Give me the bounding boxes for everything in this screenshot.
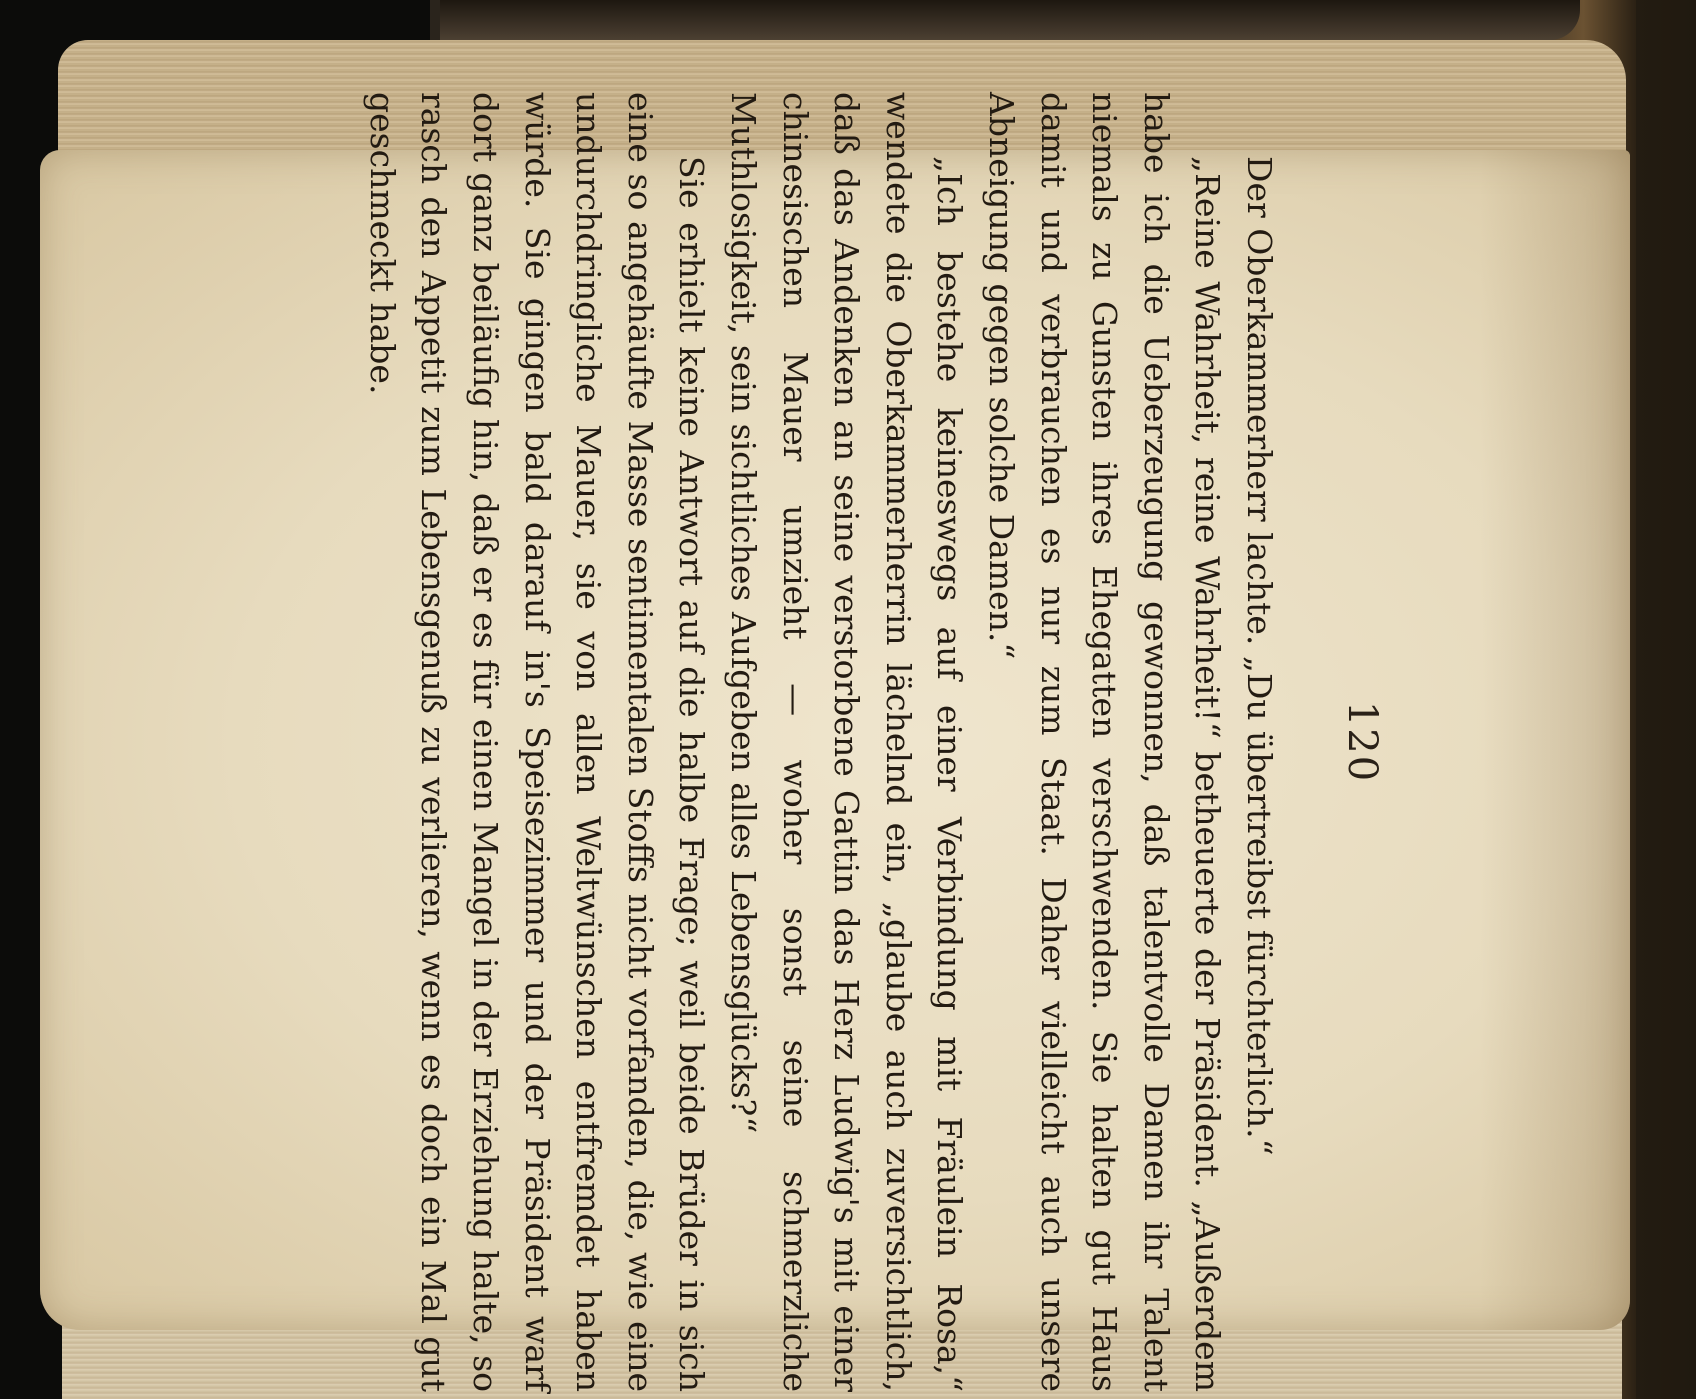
page-body: [356, 92, 1285, 1392]
book-cover-top: [440, 0, 1580, 40]
paragraph-4: Sie erhielt keine Antwort auf die halbe Frage; weil beide Brüder in sich eine so angehäufte Masse sentimentalen Stoffs nicht vorfanden, die, wie eine undurchdringliche Mauer, sie von allen Weltwünschen entfremdet haben würde. Sie gingen bald darauf in's Speisezimmer und der Präsident warf dort ganz beiläufig hin, daß er es für einen Mangel in der Erziehung halte, so rasch den Appetit zum Lebensgenuß zu verlieren, wenn es doch ein Mal gut geschmeckt habe.: [362, 92, 712, 1392]
page-number: 120: [1339, 700, 1385, 784]
page-gutter-shadow: [1480, 150, 1630, 1330]
paragraph-1: Der Oberkammerherr lachte. „Du übertreibst fürchterlich.“: [1240, 156, 1279, 1156]
page-text-block: [235, 92, 1385, 1392]
paragraph-3: „Ich bestehe keineswegs auf einer Verbindung mit Fräulein Rosa,“ wendete die Oberkammerherrin lächelnd ein, „glaube auch zuversichtlich, daß das Andenken an seine verstorbene Gattin das Herz Ludwig's mit einer chinesischen Mauer umzieht — woher sonst seine schmerzliche Muthlosigkeit, sein sichtliches Aufgeben alles Lebensglücks?“: [724, 92, 970, 1392]
paragraph-2: „Reine Wahrheit, reine Wahrheit!“ betheuerte der Präsident. „Außerdem habe ich die Ueberzeugung gewonnen, daß talentvolle Damen ihr Talent niemals zu Gunsten ihres Ehegatten verschwenden. Sie halten gut Haus damit und verbrauchen es nur zum Staat. Daher vielleicht auch unsere Abneigung gegen solche Damen.“: [982, 92, 1228, 1392]
